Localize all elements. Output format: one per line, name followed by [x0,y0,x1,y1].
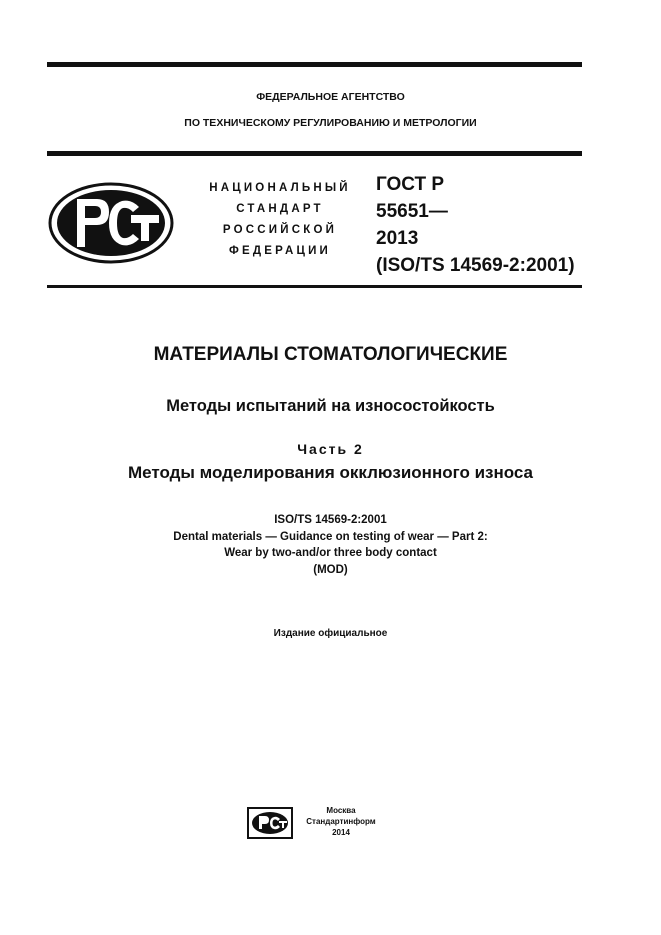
part-title: Методы моделирования окклюзионного износа [127,463,534,482]
iso-line-3: Wear by two-and/or three body contact [224,547,437,559]
publisher-year: 2014 [332,828,350,837]
agency-line-1: ФЕДЕРАЛЬНОЕ АГЕНТСТВО [256,91,405,103]
iso-line-2: Dental materials — Guidance on testing of wear — Part 2: [173,530,488,543]
top-rule [47,62,582,67]
main-title: МАТЕРИАЛЫ СТОМАТОЛОГИЧЕСКИЕ [153,344,508,365]
standard-designation [376,171,575,279]
national-line-1: НАЦИОНАЛЬНЫЙ [209,182,351,194]
publisher-name: Стандартинформ [306,817,376,826]
designation-line-4: (ISO/TS 14569-2:2001) [376,255,575,276]
subtitle: Методы испытаний на износостойкость [166,397,495,415]
national-standard-label [190,178,370,262]
national-line-2: СТАНДАРТ [236,203,324,215]
national-line-4: ФЕДЕРАЦИИ [228,245,332,257]
standartinform-icon [247,807,293,844]
iso-reference [0,512,661,578]
part-number: Часть 2 [297,441,364,457]
designation-line-2: 55651— [376,201,448,222]
header-rule [47,151,582,156]
edition-label: Издание официальное [273,628,388,639]
iso-line-4: (MOD) [313,563,348,576]
gost-emblem-icon [47,181,175,270]
section-rule [47,285,582,288]
agency-line-2: ПО ТЕХНИЧЕСКОМУ РЕГУЛИРОВАНИЮ И МЕТРОЛОГИИ [184,117,477,129]
publisher-block [296,805,386,838]
designation-line-3: 2013 [376,228,419,249]
designation-line-1: ГОСТ Р [376,174,445,195]
national-line-3: РОССИЙСКОЙ [222,224,338,236]
iso-line-1: ISO/TS 14569-2:2001 [274,514,387,526]
publisher-city: Москва [326,806,356,815]
